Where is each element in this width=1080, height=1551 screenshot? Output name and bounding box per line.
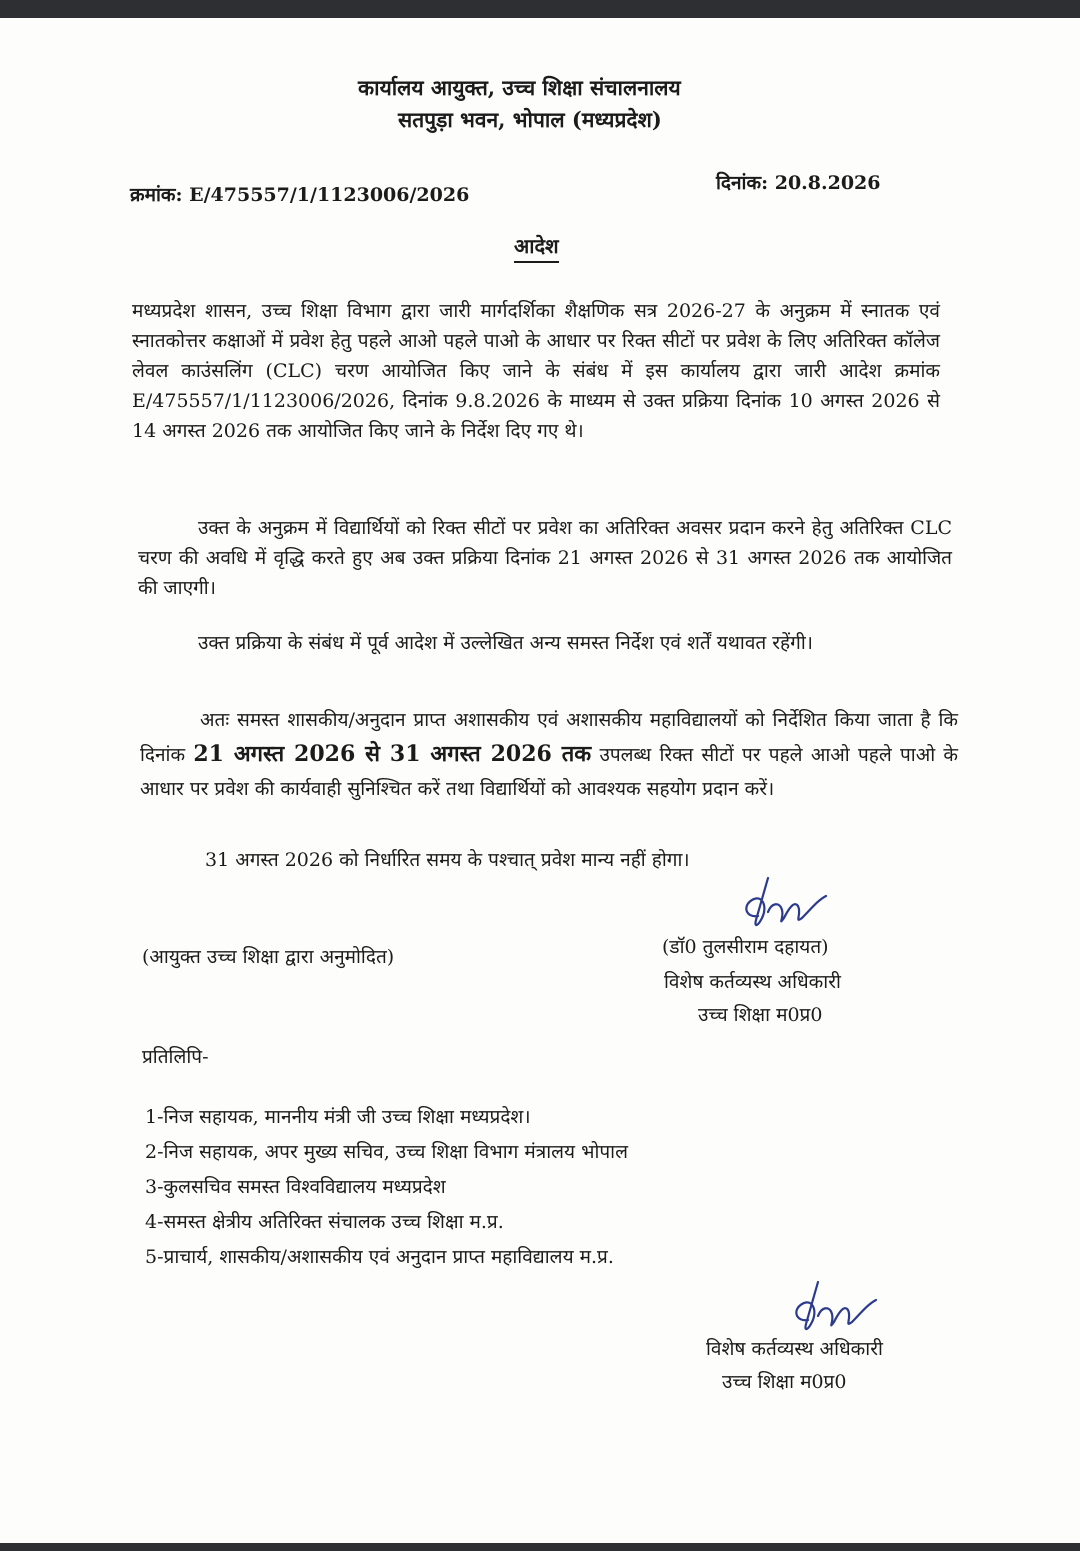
paragraph-5: 31 अगस्त 2026 को निर्धारित समय के पश्चात् प्रवेश मान्य नहीं होगा। xyxy=(205,849,690,871)
signatory-designation: विशेष कर्तव्यस्थ अधिकारी xyxy=(664,971,841,993)
copy-to-heading: प्रतिलिपि- xyxy=(142,1046,209,1068)
reference-number-value: E/475557/1/1123006/2026 xyxy=(189,184,470,206)
paragraph-2: उक्त के अनुक्रम में विद्यार्थियों को रिक्त सीटों पर प्रवेश का अतिरिक्त अवसर प्रदान करने हेतु अतिरिक्त CLC चरण की अवधि में वृद्धि करते हुए अब उक्त प्रक्रिया दिनांक 21 अगस्त 2026 से 31 अगस्त 2026 तक आयोजित की जाएगी। xyxy=(138,517,952,599)
date-value: 20.8.2026 xyxy=(774,172,881,194)
reference-number-label: क्रमांक: xyxy=(130,184,183,206)
paragraph-4-part-2: उपलब्ध रिक्त सीटों पर पहले आओ पहले पाओ के आधार पर प्रवेश की कार्यवाही सुनिश्चित करें तथा विद्यार्थियों को आवश्यक सहयोग प्रदान करें। xyxy=(140,744,958,800)
paragraph-1: मध्यप्रदेश शासन, उच्च शिक्षा विभाग द्वारा जारी मार्गदर्शिका शैक्षणिक सत्र 2026-27 के अनुक्रम में स्नातक एवं स्नातकोत्तर कक्षाओं में प्रवेश हेतु पहले आओ पहले पाओ के आधार पर रिक्त सीटों पर प्रवेश के लिए अतिरिक्त कॉलेज लेवल काउंसलिंग (CLC) चरण आयोजित किए जाने के संबंध में इस कार्यालय द्वारा जारी आदेश क्रमांक E/475557/1/1123006/2026, दिनांक 9.8.2026 के माध्यम से उक्त प्रक्रिया दिनांक 10 अगस्त 2026 से 14 अगस्त 2026 तक आयोजित किए जाने के निर्देश दिए गए थे। xyxy=(132,300,940,442)
footer-designation: विशेष कर्तव्यस्थ अधिकारी xyxy=(706,1338,883,1360)
copy-to-item: 3-कुलसचिव समस्त विश्वविद्यालय मध्यप्रदेश xyxy=(145,1176,446,1198)
copy-to-item: 4-समस्त क्षेत्रीय अतिरिक्त संचालक उच्च शिक्षा म.प्र. xyxy=(145,1211,504,1233)
paragraph-4-dates: 21 अगस्त 2026 से 31 अगस्त 2026 तक xyxy=(193,741,592,767)
paragraph-4-part-1: अतः समस्त शासकीय/अनुदान प्राप्त अशासकीय एवं अशासकीय महाविद्यालयों को निर्देशित किया जाता है कि दिनांक xyxy=(140,709,958,766)
paragraph-4 xyxy=(140,703,958,806)
bottom-frame-bar xyxy=(0,1543,1080,1551)
copy-to-item: 1-निज सहायक, माननीय मंत्री जी उच्च शिक्षा मध्यप्रदेश। xyxy=(145,1106,531,1128)
office-line-2: सतपुड़ा भवन, भोपाल (मध्यप्रदेश) xyxy=(398,107,662,132)
top-frame-bar xyxy=(0,0,1080,18)
copy-to-item: 2-निज सहायक, अपर मुख्य सचिव, उच्च शिक्षा विभाग मंत्रालय भोपाल xyxy=(145,1141,628,1163)
copy-to-item: 5-प्राचार्य, शासकीय/अशासकीय एवं अनुदान प्राप्त महाविद्यालय म.प्र. xyxy=(145,1246,614,1268)
footer-department: उच्च शिक्षा म0प्र0 xyxy=(722,1371,847,1393)
approval-note: (आयुक्त उच्च शिक्षा द्वारा अनुमोदित) xyxy=(142,946,395,968)
signatory-name: (डॉ0 तुलसीराम दहायत) xyxy=(662,936,829,958)
document-page xyxy=(0,18,1080,1543)
reference-number xyxy=(130,181,469,207)
date-label: दिनांक: xyxy=(716,172,769,194)
order-title: आदेश xyxy=(514,232,559,263)
paragraph-3: उक्त प्रक्रिया के संबंध में पूर्व आदेश में उल्लेखित अन्य समस्त निर्देश एवं शर्तें यथावत रहेंगी। xyxy=(198,632,813,654)
office-line-1: कार्यालय आयुक्त, उच्च शिक्षा संचालनालय xyxy=(358,75,681,100)
signatory-department: उच्च शिक्षा म0प्र0 xyxy=(698,1004,823,1026)
document-date xyxy=(716,169,881,195)
